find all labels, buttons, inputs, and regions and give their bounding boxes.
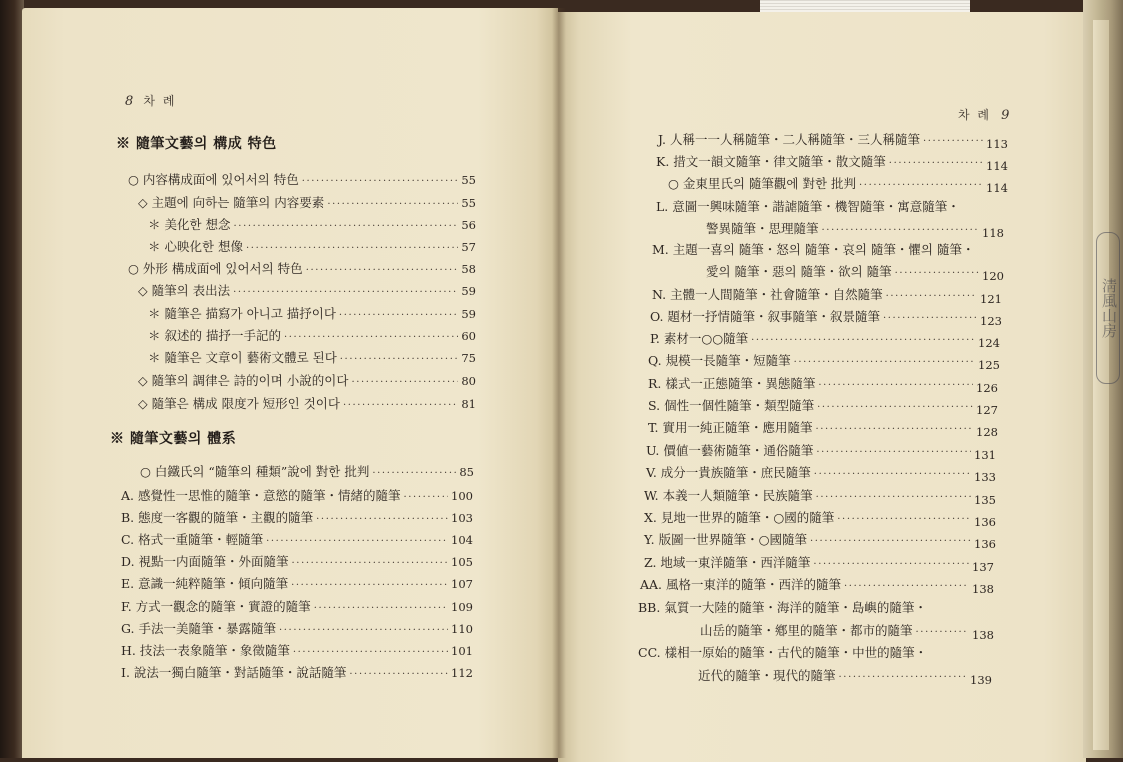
toc-entry-page: 105 <box>451 555 473 569</box>
leader-dots <box>279 625 448 636</box>
leader-dots <box>813 559 969 570</box>
toc-entry[interactable] <box>121 552 473 570</box>
leader-dots <box>923 136 983 147</box>
left-page-folio <box>125 92 176 109</box>
toc-entry-label: W. 本義一人類隨筆・民族隨筆 <box>644 488 813 503</box>
toc-entry[interactable] <box>652 285 1002 306</box>
leader-dots <box>234 221 459 232</box>
toc-entry-label: U. 價値一藝術隨筆・通俗隨筆 <box>646 443 814 458</box>
toc-entry-page: 121 <box>980 292 1002 306</box>
toc-entry-label: C. 格式一重隨筆・輕隨筆 <box>121 532 264 547</box>
leader-dots <box>314 603 448 614</box>
toc-entry-page: 60 <box>461 329 476 343</box>
toc-entry-page: 100 <box>451 489 473 503</box>
toc-entry-page: 80 <box>461 374 476 388</box>
leader-dots <box>751 335 975 346</box>
toc-entry-label: X. 見地一世界的隨筆・○國的隨筆 <box>644 510 835 525</box>
paper-tab <box>760 0 970 12</box>
leader-dots <box>349 669 448 680</box>
toc-entry[interactable] <box>648 374 998 395</box>
toc-entry[interactable] <box>650 307 1002 328</box>
toc-entry[interactable] <box>648 418 998 439</box>
toc-entry-page: 103 <box>451 511 473 525</box>
toc-entry-first-line[interactable]: L. 意圖一興味隨筆・諧謔隨筆・機智隨筆・寓意隨筆・ <box>656 199 960 214</box>
leader-dots <box>306 265 459 276</box>
toc-entry-label: ◇ 隨筆의 表出法 <box>138 283 231 298</box>
toc-entry[interactable] <box>121 530 473 548</box>
toc-entry[interactable] <box>646 441 996 462</box>
toc-entry[interactable] <box>121 486 473 504</box>
toc-entry-label: D. 視點一内面隨筆・外面隨筆 <box>121 554 289 569</box>
toc-entry-label: 山岳的隨筆・鄕里的隨筆・都市的隨筆 <box>700 623 913 638</box>
toc-entry-page: 137 <box>972 560 994 574</box>
leader-dots <box>233 287 458 298</box>
toc-entry[interactable] <box>128 170 476 188</box>
toc-entry-first-line[interactable]: BB. 氣質一大陸的隨筆・海洋的隨筆・島嶼的隨筆・ <box>638 600 927 615</box>
leader-dots <box>814 469 971 480</box>
toc-entry[interactable] <box>148 237 476 255</box>
toc-entry-label: B. 態度一客觀的隨筆・主觀的隨筆 <box>121 510 314 525</box>
toc-entry-page: 109 <box>451 600 473 614</box>
leader-dots <box>817 402 973 413</box>
leader-dots <box>351 377 458 388</box>
toc-entry-label: 愛의 隨筆・惡의 隨筆・欲의 隨筆 <box>706 264 892 279</box>
toc-entry-label: A. 感覺性一思惟的隨筆・意慾的隨筆・情緒的隨筆 <box>121 488 401 503</box>
toc-entry-label: Y. 版圖一世界隨筆・○國隨筆 <box>644 532 807 547</box>
toc-entry-page: 101 <box>451 644 473 658</box>
toc-entry-page: 58 <box>461 262 476 276</box>
toc-entry-label: ○ 白鐵氏의 “隨筆의 種類”說에 對한 批判 <box>140 464 370 479</box>
toc-entry-label: 警異隨筆・思理隨筆 <box>706 221 819 236</box>
toc-entry[interactable] <box>644 553 994 574</box>
toc-entry[interactable] <box>650 329 1000 350</box>
toc-entry[interactable] <box>700 621 994 642</box>
toc-entry-label: S. 個性一個性隨筆・類型隨筆 <box>648 398 815 413</box>
toc-entry-page: 59 <box>461 307 476 321</box>
leader-dots <box>886 291 977 302</box>
toc-entry-label: AA. 風格一東洋的隨筆・西洋的隨筆 <box>640 577 842 592</box>
toc-entry[interactable] <box>648 351 1000 372</box>
page-stack-edge <box>1093 20 1109 750</box>
toc-entry-label: ＊ 叙述的 描抒一手記的 <box>148 328 281 343</box>
leader-dots <box>883 313 977 324</box>
leader-dots <box>816 492 971 503</box>
toc-entry-page: 138 <box>972 628 994 642</box>
right-page-number: 9 <box>1001 108 1010 123</box>
right-page-folio <box>958 106 1015 123</box>
toc-entry-label: ＊ 心映化한 想像 <box>148 239 244 254</box>
toc-entry-page: 112 <box>451 666 473 680</box>
leader-dots <box>292 558 449 569</box>
toc-entry-label: R. 樣式一正態隨筆・異態隨筆 <box>648 376 816 391</box>
toc-entry-label: ＊ 隨筆은 描寫가 아니고 描抒이다 <box>148 306 336 321</box>
toc-entry[interactable] <box>138 193 476 211</box>
toc-entry-page: 107 <box>451 577 473 591</box>
toc-entry-label: T. 實用一純正隨筆・應用隨筆 <box>648 420 813 435</box>
toc-entry-label: ○ 内容構成面에 있어서의 特色 <box>128 172 299 187</box>
leader-dots <box>293 647 448 658</box>
toc-entry-label: 近代的隨筆・現代的隨筆 <box>698 668 836 683</box>
toc-entry[interactable] <box>658 130 1008 151</box>
toc-entry-first-line[interactable]: CC. 樣相一原始的隨筆・古代的隨筆・中世的隨筆・ <box>638 645 928 660</box>
toc-entry-page: 81 <box>461 397 476 411</box>
toc-entry-label: K. 措文一韻文隨筆・律文隨筆・散文隨筆 <box>656 154 886 169</box>
toc-entry[interactable] <box>148 304 476 322</box>
toc-entry[interactable] <box>706 262 1004 283</box>
toc-entry-page: 118 <box>982 226 1004 240</box>
toc-entry-page: 128 <box>976 425 998 439</box>
toc-entry[interactable] <box>138 371 476 389</box>
leader-dots <box>343 400 458 411</box>
leader-dots <box>818 380 973 391</box>
leader-dots <box>403 492 448 503</box>
toc-entry-label: G. 手法一美隨筆・暴露隨筆 <box>121 621 276 636</box>
toc-entry-page: 124 <box>978 336 1000 350</box>
toc-entry[interactable] <box>656 152 1008 173</box>
toc-entry-label: N. 主體一人間隨筆・社會隨筆・自然隨筆 <box>652 287 883 302</box>
toc-entry[interactable] <box>140 462 474 480</box>
toc-entry-page: 85 <box>459 465 474 479</box>
book-cover-edge-left <box>0 0 24 758</box>
leader-dots <box>339 310 458 321</box>
leader-dots <box>816 447 971 458</box>
toc-entry-label: ◇ 隨筆은 構成 限度가 短形인 것이다 <box>138 396 340 411</box>
toc-entry-page: 127 <box>976 403 998 417</box>
toc-entry-page: 55 <box>461 173 476 187</box>
toc-entry-page: 123 <box>980 314 1002 328</box>
toc-entry-page: 136 <box>974 515 996 529</box>
toc-entry-page: 114 <box>986 159 1008 173</box>
leader-dots <box>340 354 459 365</box>
leader-dots <box>839 672 968 683</box>
leader-dots <box>372 468 456 479</box>
toc-entry-label: E. 意識一純粹隨筆・傾向隨筆 <box>121 576 289 591</box>
toc-entry[interactable] <box>148 215 476 233</box>
toc-entry-page: 133 <box>974 470 996 484</box>
leader-dots <box>266 536 448 547</box>
leader-dots <box>889 158 983 169</box>
toc-entry-label: J. 人稱一一人稱隨筆・二人稱隨筆・三人稱隨筆 <box>658 132 920 147</box>
toc-entry-page: 56 <box>461 218 476 232</box>
toc-entry-label: ＊ 美化한 想念 <box>148 217 231 232</box>
section-heading-1: ※ 隨筆文藝의 構成 特色 <box>116 136 277 152</box>
toc-entry[interactable] <box>121 508 473 526</box>
toc-entry-page: 125 <box>978 358 1000 372</box>
toc-entry[interactable] <box>644 486 996 507</box>
left-page-number: 8 <box>125 94 134 109</box>
toc-entry-label: ◇ 隨筆의 調律은 詩的이며 小說的이다 <box>138 373 349 388</box>
book-gutter <box>552 8 566 758</box>
toc-entry-label: ＊ 隨筆은 文章이 藝術文體로 된다 <box>148 350 337 365</box>
leader-dots <box>291 580 448 591</box>
leader-dots <box>810 536 971 547</box>
toc-entry[interactable] <box>706 219 1004 240</box>
toc-entry[interactable] <box>646 463 996 484</box>
toc-entry-page: 113 <box>986 137 1008 151</box>
toc-entry-label: ○ 金東里氏의 隨筆觀에 對한 批判 <box>668 176 857 191</box>
leader-dots <box>316 514 448 525</box>
leader-dots <box>794 357 975 368</box>
leader-dots <box>327 199 458 210</box>
leader-dots <box>859 180 983 191</box>
leader-dots <box>895 268 979 279</box>
toc-entry-page: 138 <box>972 582 994 596</box>
toc-entry[interactable] <box>121 663 473 681</box>
toc-entry-label: I. 說法一獨白隨筆・對話隨筆・說話隨筆 <box>121 665 347 680</box>
toc-entry[interactable] <box>148 348 476 366</box>
toc-entry[interactable] <box>121 597 473 615</box>
toc-entry-label: Q. 規模一長隨筆・短隨筆 <box>648 353 791 368</box>
toc-entry-page: 139 <box>970 673 992 687</box>
toc-entry[interactable] <box>138 394 476 412</box>
toc-entry[interactable] <box>668 174 1008 195</box>
right-page-running-head: 차 례 <box>958 108 991 122</box>
toc-entry[interactable] <box>121 574 473 592</box>
toc-entry-page: 135 <box>974 493 996 507</box>
toc-entry[interactable] <box>648 396 998 417</box>
toc-entry[interactable] <box>138 281 476 299</box>
leader-dots <box>246 243 458 254</box>
library-stamp: 淸風山房 <box>1096 232 1120 384</box>
leader-dots <box>837 514 971 525</box>
toc-entry-page: 126 <box>976 381 998 395</box>
leader-dots <box>815 424 973 435</box>
toc-entry-label: ◇ 主題에 向하는 隨筆의 内容要素 <box>138 195 325 210</box>
leader-dots <box>844 581 969 592</box>
leader-dots <box>284 332 458 343</box>
toc-entry-label: F. 方式一觀念的隨筆・實證的隨筆 <box>121 599 311 614</box>
toc-entry[interactable] <box>640 575 994 596</box>
toc-entry[interactable] <box>644 508 996 529</box>
toc-entry-page: 104 <box>451 533 473 547</box>
toc-entry-page: 114 <box>986 181 1008 195</box>
section-heading-2: ※ 隨筆文藝의 體系 <box>110 431 237 447</box>
toc-entry[interactable] <box>128 259 476 277</box>
leader-dots <box>916 627 970 638</box>
toc-entry-page: 131 <box>974 448 996 462</box>
leader-dots <box>822 225 980 236</box>
toc-entry-label: H. 技法一表象隨筆・象徵隨筆 <box>121 643 290 658</box>
toc-entry-page: 57 <box>461 240 476 254</box>
toc-entry-first-line[interactable]: M. 主題一喜의 隨筆・怒의 隨筆・哀의 隨筆・懼의 隨筆・ <box>652 242 975 257</box>
toc-entry-page: 75 <box>461 351 476 365</box>
toc-entry-label: O. 題材一抒情隨筆・叙事隨筆・叙景隨筆 <box>650 309 880 324</box>
toc-entry-label: P. 素材一○○隨筆 <box>650 331 749 346</box>
toc-entry[interactable] <box>121 641 473 659</box>
toc-entry-label: Z. 地域一東洋隨筆・西洋隨筆 <box>644 555 811 570</box>
toc-entry-page: 136 <box>974 537 996 551</box>
toc-entry-page: 110 <box>451 622 473 636</box>
toc-entry[interactable] <box>148 326 476 344</box>
leader-dots <box>302 176 459 187</box>
toc-entry[interactable] <box>121 619 473 637</box>
toc-entry[interactable] <box>644 530 996 551</box>
toc-entry-page: 55 <box>461 196 476 210</box>
toc-entry-page: 59 <box>461 284 476 298</box>
toc-entry-label: ○ 外形 構成面에 있어서의 特色 <box>128 261 303 276</box>
toc-entry-label: V. 成分一貴族隨筆・庶民隨筆 <box>646 465 811 480</box>
toc-entry-page: 120 <box>982 269 1004 283</box>
toc-entry[interactable] <box>698 666 992 687</box>
left-page-running-head: 차 례 <box>143 94 177 108</box>
